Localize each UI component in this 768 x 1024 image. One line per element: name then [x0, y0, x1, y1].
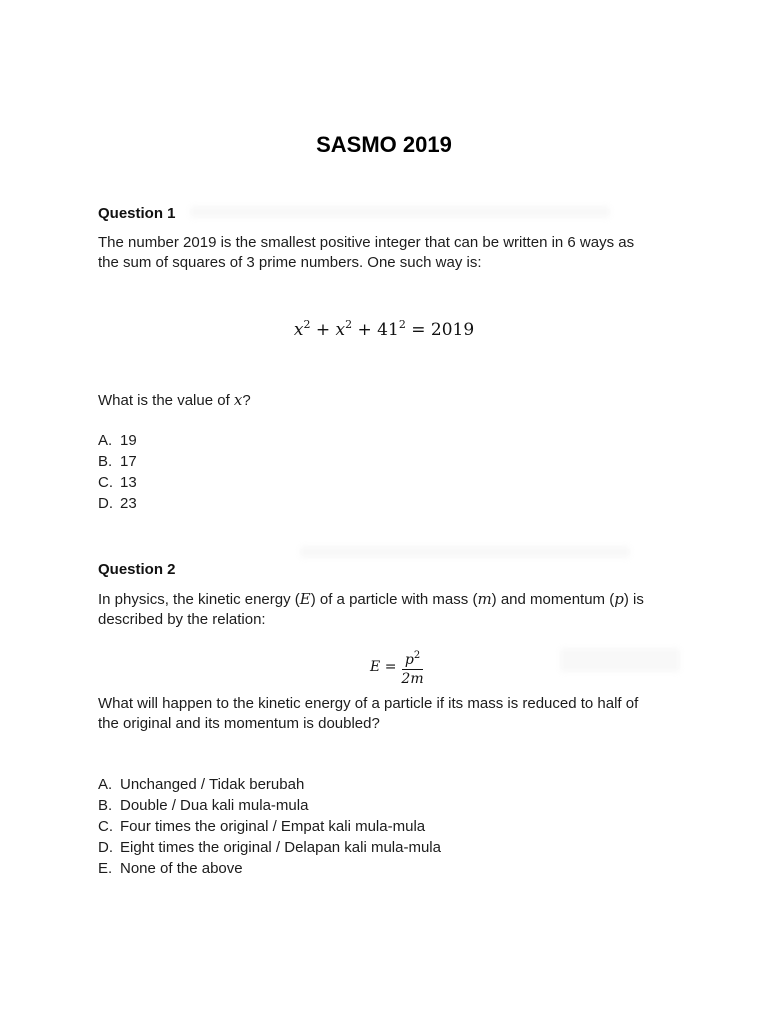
- intro-text-2: ) of a particle with mass (: [310, 591, 478, 608]
- eq-equals: =: [411, 320, 426, 340]
- option-text: 13: [120, 474, 137, 491]
- question-1-heading: Question 1: [98, 205, 176, 222]
- option-letter: B.: [98, 453, 113, 470]
- question-2-options: [98, 774, 441, 879]
- eq-term-1-base: x: [293, 320, 304, 340]
- eq-term-2-base: x: [335, 320, 346, 340]
- intro-text-3: ) and momentum (: [491, 591, 615, 608]
- eq-term-2-exponent: 2: [345, 318, 353, 331]
- question-2-prompt: [98, 694, 688, 734]
- question-2-prompt-line-2: the original and its momentum is doubled?: [98, 715, 380, 732]
- question-1-options: [98, 430, 137, 514]
- question-2-heading: Question 2: [98, 561, 176, 578]
- question-1-prompt-variable: x: [233, 391, 243, 409]
- question-2-intro: [98, 589, 688, 630]
- scan-bleed-mark: [190, 206, 610, 218]
- numerator-base: p: [404, 651, 414, 668]
- variable-m: m: [477, 590, 492, 608]
- question-1-option: [98, 493, 137, 514]
- eq-plus-1: +: [315, 320, 331, 340]
- question-2-option: [98, 858, 441, 879]
- option-text: 19: [120, 432, 137, 449]
- question-2-intro-line-1: [98, 589, 688, 610]
- option-text: Double / Dua kali mula-mula: [120, 797, 309, 814]
- question-2-option: [98, 837, 441, 858]
- variable-p: p: [614, 590, 624, 608]
- question-1-prompt-text: What is the value of: [98, 392, 234, 409]
- eq-term-1-exponent: 2: [303, 318, 311, 331]
- formula-denominator: 2m: [401, 670, 424, 687]
- variable-e: E: [299, 590, 311, 608]
- formula-equals: =: [384, 659, 397, 675]
- eq-plus-2: +: [357, 320, 372, 340]
- question-2-intro-line-2: described by the relation:: [98, 611, 266, 628]
- question-1-option: [98, 430, 137, 451]
- question-1-option: [98, 472, 137, 493]
- numerator-exponent: 2: [413, 649, 421, 661]
- question-2-prompt-line-1: What will happen to the kinetic energy of a particle if its mass is reduced to half of: [98, 695, 639, 712]
- question-1-text-line-2: the sum of squares of 3 prime numbers. One such way is:: [98, 254, 482, 271]
- question-2-option: [98, 795, 441, 816]
- document-title: SASMO 2019: [316, 132, 452, 157]
- option-text: 23: [120, 495, 137, 512]
- question-1-text-line-1: The number 2019 is the smallest positive integer that can be written in 6 ways as: [98, 234, 635, 251]
- option-letter: E.: [98, 860, 113, 877]
- option-text: Unchanged / Tidak berubah: [120, 776, 305, 793]
- question-1-prompt-mark: ?: [242, 392, 251, 409]
- formula-lhs-variable: E: [370, 659, 381, 675]
- formula-lhs: [370, 659, 396, 675]
- scan-bleed-mark: [560, 648, 680, 672]
- question-1-text: [98, 233, 688, 273]
- eq-result: 2019: [430, 320, 475, 340]
- scan-bleed-mark: [300, 546, 630, 558]
- option-text: None of the above: [120, 860, 243, 877]
- question-2-option: [98, 774, 441, 795]
- eq-term-3-base: 41: [377, 320, 399, 340]
- option-letter: A.: [98, 776, 113, 793]
- option-text: Four times the original / Empat kali mula-mula: [120, 818, 426, 835]
- kinetic-energy-formula: [370, 648, 424, 686]
- option-letter: D.: [98, 495, 113, 512]
- option-letter: C.: [98, 818, 113, 835]
- option-letter: D.: [98, 839, 113, 856]
- option-text: Eight times the original / Delapan kali mula-mula: [120, 839, 441, 856]
- eq-term-3-exponent: 2: [398, 318, 406, 331]
- option-letter: A.: [98, 432, 113, 449]
- formula-fraction: [401, 648, 423, 687]
- question-1-option: [98, 451, 137, 472]
- question-1-equation: [0, 318, 768, 340]
- intro-text-1: In physics, the kinetic energy (: [98, 591, 300, 608]
- option-text: 17: [120, 453, 137, 470]
- intro-text-4: ) is: [623, 591, 644, 608]
- question-1-prompt: [98, 390, 688, 411]
- option-letter: C.: [98, 474, 113, 491]
- option-letter: B.: [98, 797, 113, 814]
- formula-numerator: [402, 648, 423, 670]
- question-2-option: [98, 816, 441, 837]
